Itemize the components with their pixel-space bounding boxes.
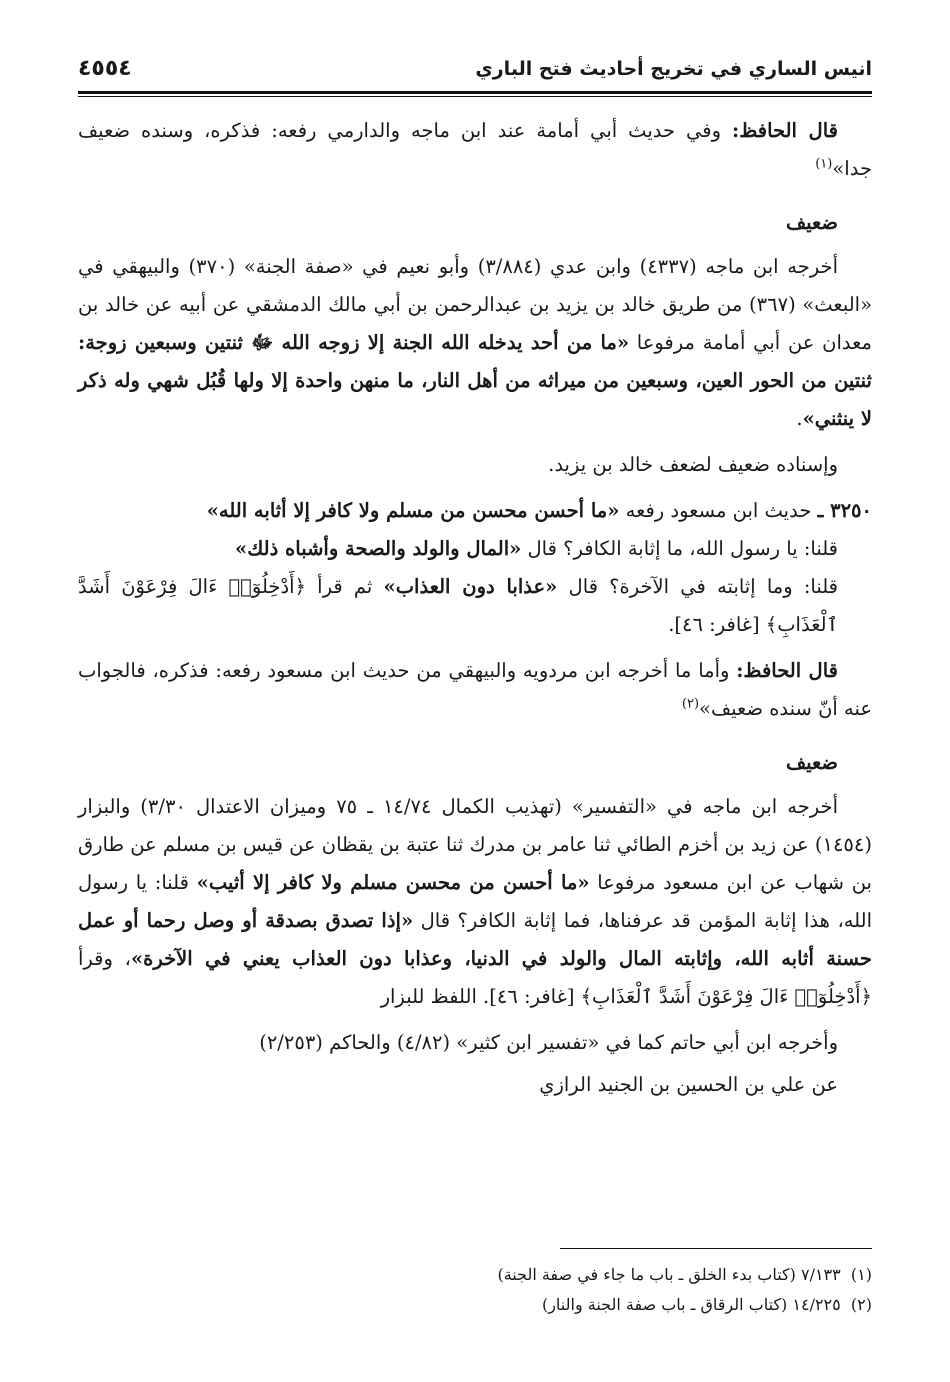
hafiz-quote-2 <box>78 652 872 728</box>
hadith-entry-3250 <box>78 492 872 530</box>
dialogue-text: قلنا: وما إثابته في الآخرة؟ قال <box>557 575 838 598</box>
takhrij-text: أخرجه ابن ماجه (٤٣٣٧) وابن عدي (٣/٨٨٤) وأبو نعيم في «صفة الجنة» (٣٧٠) والبيهقي في «البعث» (٣٦٧) من طريق خالد بن يزيد بن عبدالرحمن بن أبي مالك الدمشقي عن أبيه عن خالد بن معدان عن أبي أمامة مرفوعا <box>78 255 873 354</box>
takhrij-paragraph-3: وأخرجه ابن أبي حاتم كما في «تفسير ابن كثير» (٤/٨٢) والحاكم (٢/٢٥٣) <box>259 1031 838 1054</box>
dialogue-answer: «المال والولد والصحة وأشباه ذلك» <box>235 537 522 560</box>
footnote-number: (٢) <box>850 1295 872 1314</box>
footnotes <box>78 1260 872 1320</box>
running-header <box>78 56 872 94</box>
footnote-text: ٧/١٣٣ (كتاب بدء الخلق ـ باب ما جاء في صفة الجنة) <box>497 1265 841 1284</box>
dialogue-line-1 <box>78 530 872 568</box>
takhrij-text: قلنا: يا رسول الله، هذا إثابة المؤمن قد عرفناها، فما إثابة الكافر؟ قال <box>78 871 873 932</box>
book-title: انيس الساري في تخريج أحاديث فتح الباري <box>475 58 872 80</box>
dialogue-line-2 <box>78 568 872 644</box>
footnote-text: ١٤/٢٢٥ (كتاب الرقاق ـ باب صفة الجنة والنار) <box>541 1295 841 1314</box>
hadith-matn: «ما أحسن من محسن مسلم ولا كافر إلا أثيب» <box>196 871 590 894</box>
header-rule-thin <box>78 96 872 97</box>
grade-heading: ضعيف <box>785 211 838 234</box>
hafiz-quote-text: وفي حديث أبي أمامة عند ابن ماجه والدارمي رفعه: فذكره، وسنده ضعيف جدا» <box>78 119 872 180</box>
hadith-matn: «إذا تصدق بصدقة أو وصل رحما أو عمل حسنة أثابه الله، وإثابته المال والولد في الدنيا، وعذابا دون العذاب يعني في الآخرة» <box>78 909 872 970</box>
header-rule-thick <box>78 91 872 94</box>
footnote-number: (١) <box>850 1265 872 1284</box>
takhrij-paragraph-1 <box>78 248 872 438</box>
hadith-matn: «ما من أحد يدخله الله الجنة إلا زوجه الله ﷻ ثنتين وسبعين زوجة: ثنتين من الحور العين، وسبعين من ميراثه من أهل النار، ما منهن واحدة إلا ولها قُبُل شهي وله ذكر لا ينثني» <box>78 331 872 430</box>
dialogue-answer: «عذابا دون العذاب» <box>383 575 558 598</box>
isnad-note: وإسناده ضعيف لضعف خالد بن يزيد. <box>548 453 838 476</box>
hafiz-quote-1 <box>78 112 872 188</box>
hafiz-label: قال الحافظ: <box>732 119 838 142</box>
grade-heading: ضعيف <box>785 751 838 774</box>
takhrij-end: ، وقرأ ﴿أَدْخِلُوٓا۟ ءَالَ فِرْعَوْنَ أَشَدَّ ٱلْعَذَابِ﴾ [غافر: ٤٦]. اللفظ للبزار <box>78 947 872 1008</box>
footnote-2 <box>78 1290 872 1320</box>
page-body <box>78 112 872 1104</box>
hafiz-quote-text: وأما ما أخرجه ابن مردويه والبيهقي من حديث ابن مسعود رفعه: فذكره، فالجواب عنه أنّ سنده ضعيف» <box>78 659 872 720</box>
page-number: ٤٥٥٤ <box>78 56 132 81</box>
hafiz-label: قال الحافظ: <box>736 659 838 682</box>
footnote-ref: (٢) <box>681 696 700 712</box>
takhrij-text: أخرجه ابن ماجه في «التفسير» (تهذيب الكمال ١٤/٧٤ ـ ٧٥ وميزان الاعتدال ٣/٣٠) والبزار (١٤٥٤) عن زيد بن أخزم الطائي ثنا عامر بن مدرك ثنا عتبة بن يقظان عن قيس بن مسلم عن طارق بن شهاب عن ابن مسعود مرفوعا <box>78 795 872 894</box>
takhrij-paragraph-4: عن علي بن الحسين بن الجنيد الرازي <box>539 1073 838 1096</box>
takhrij-end: . <box>796 407 803 430</box>
footnote-ref: (١) <box>815 156 833 172</box>
footnote-1 <box>78 1260 872 1290</box>
dialogue-text: قلنا: يا رسول الله، ما إثابة الكافر؟ قال <box>521 537 838 560</box>
hadith-number: ٣٢٥٠ ـ <box>817 499 872 522</box>
hadith-intro: حديث ابن مسعود رفعه <box>619 499 818 522</box>
footnote-rule <box>560 1248 872 1249</box>
hadith-matn: «ما أحسن محسن من مسلم ولا كافر إلا أثابه الله» <box>206 499 620 522</box>
quran-quote: ثم قرأ ﴿أَدْخِلُوٓا۟ ءَالَ فِرْعَوْنَ أَشَدَّ ٱلْعَذَابِ﴾ [غافر: ٤٦]. <box>78 575 838 636</box>
takhrij-paragraph-2 <box>78 788 872 1016</box>
